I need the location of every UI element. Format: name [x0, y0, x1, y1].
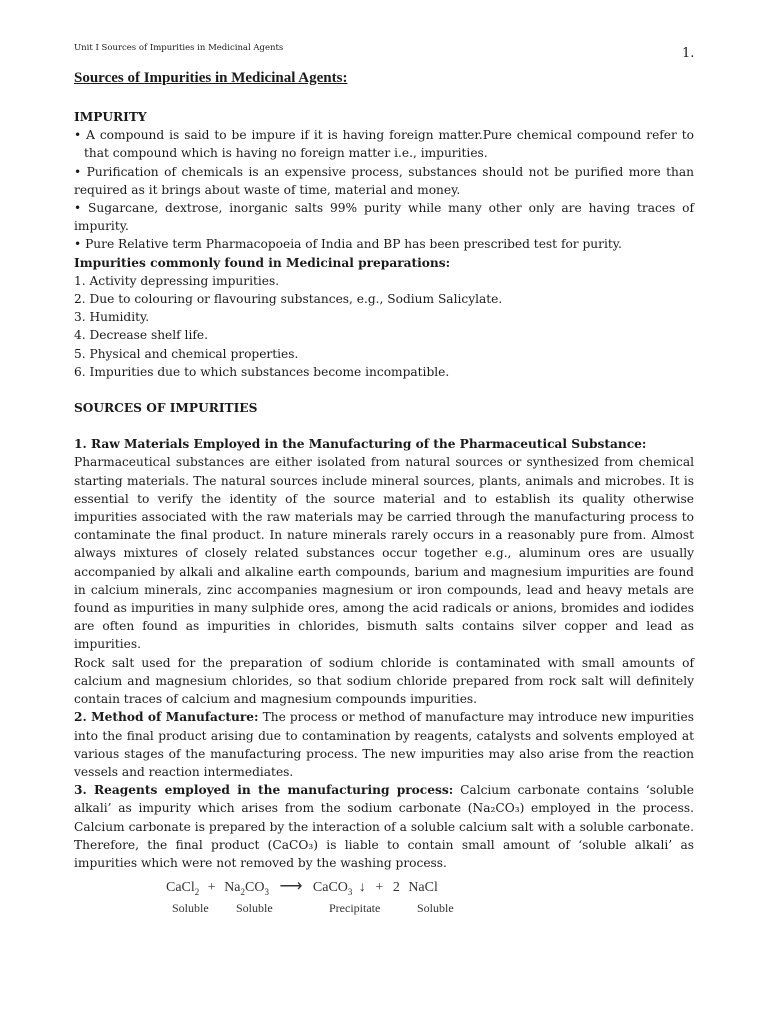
label-soluble: Soluble: [236, 900, 273, 915]
impurity-bullet: • Pure Relative term Pharmacopoeia of India and BP has been prescribed test for purity.: [74, 237, 622, 252]
rock-salt-paragraph: Rock salt used for the preparation of sodium chloride is contaminated with small amounts of calcium and magnesium chlorides, so that sodium chloride prepared from rock salt will definitely contain traces of calcium and magnesium compounds impurities.: [74, 655, 694, 707]
common-impurities-heading: Impurities commonly found in Medicinal preparations:: [74, 255, 451, 270]
plus-sign: +: [207, 880, 216, 895]
method-of-manufacture-text: The process or method of manufacture may introduce new impurities into the final product arising due to contamination by reagents, catalysts and solvents employed at various stages of the manufacturing process. The new impurities may also arise from the reaction vessels and reaction intermediates.: [74, 710, 695, 779]
reactant-cacl2: CaCl$_2$: [166, 880, 200, 897]
reagents-text: Calcium carbonate contains ‘soluble alkali’ as impurity which arises from the sodium carbonate (Na₂CO₃) employed in the process. Calcium carbonate is prepared by the interaction of a soluble calcium salt with a soluble carbonate. Therefore, the final product (CaCO₃) is liable to contain small amount of ‘soluble alkali’ as impurities which were not removed by the washing process.: [74, 783, 694, 870]
product-nacl: NaCl: [408, 880, 438, 895]
raw-materials-heading: 1. Raw Materials Employed in the Manufacturing of the Pharmaceutical Substance:: [74, 437, 647, 452]
label-soluble: Soluble: [172, 900, 209, 915]
list-item: 5. Physical and chemical properties.: [74, 346, 299, 361]
impurity-bullet: • A compound is said to be impure if it is having foreign matter.Pure chemical compound refer to that compound which is having no foreign matter i.e., impurities.: [74, 128, 694, 161]
method-of-manufacture-paragraph: [74, 708, 694, 781]
page-number: 1.: [682, 46, 695, 61]
document-body: [74, 108, 694, 872]
running-header: Unit I Sources of Impurities in Medicinal Agents: [74, 43, 284, 53]
list-item: 2. Due to colouring or flavouring substances, e.g., Sodium Salicylate.: [74, 292, 503, 307]
label-soluble: Soluble: [417, 900, 454, 915]
equation-labels: [166, 901, 466, 917]
list-item: 1. Activity depressing impurities.: [74, 273, 280, 288]
reagents-heading: 3. Reagents employed in the manufacturing process:: [74, 783, 454, 798]
raw-materials-paragraph: Pharmaceutical substances are either isolated from natural sources or synthesized from chemical starting materials. The natural sources include mineral sources, plants, animals and microbes. It is essential to verify the identity of the source material and to establish its quality otherwise impurities associated with the raw materials may be carried through the manufacturing process to contaminate the final product. In nature minerals rarely occurs in a reasonably pure from. Almost always mixtures of closely related substances occur together e.g., aluminum ores are usually accompanied by alkali and alkaline earth compounds, barium and magnesium impurities are found in calcium minerals, zinc accompanies magnesium or iron compounds, lead and heavy metals are found as impurities in many sulphide ores, among the acid radicals or anions, bromides and iodides are often found as impurities in chlorides, bismuth salts contains silver copper and lead as impurities.: [74, 455, 694, 652]
precipitate-arrow-icon: ↓: [358, 880, 366, 895]
chemical-equation: [166, 876, 466, 917]
impurity-bullet: • Sugarcane, dextrose, inorganic salts 99% purity while many other only are having traces of impurity.: [74, 201, 694, 234]
reagents-paragraph: [74, 781, 694, 872]
method-of-manufacture-heading: 2. Method of Manufacture:: [74, 710, 259, 725]
label-precipitate: Precipitate: [329, 900, 381, 915]
list-item: 3. Humidity.: [74, 310, 150, 325]
reactant-na2co3: $Na_2CO_3$: [224, 880, 269, 897]
equation-line: [166, 876, 466, 897]
page-title: Sources of Impurities in Medicinal Agents:: [74, 70, 348, 86]
sources-heading: SOURCES OF IMPURITIES: [74, 401, 258, 416]
list-item: 4. Decrease shelf life.: [74, 328, 208, 343]
plus-sign: +: [375, 880, 384, 895]
list-item: 6. Impurities due to which substances become incompatible.: [74, 364, 450, 379]
product-caco3: CaCO$_3$: [312, 880, 353, 897]
impurity-bullet: • Purification of chemicals is an expensive process, substances should not be purified more than required as it brings about waste of time, material and money.: [74, 164, 694, 197]
impurity-heading: IMPURITY: [74, 110, 147, 124]
reaction-arrow-icon: ⟶: [279, 878, 303, 895]
coefficient: 2: [392, 880, 400, 895]
